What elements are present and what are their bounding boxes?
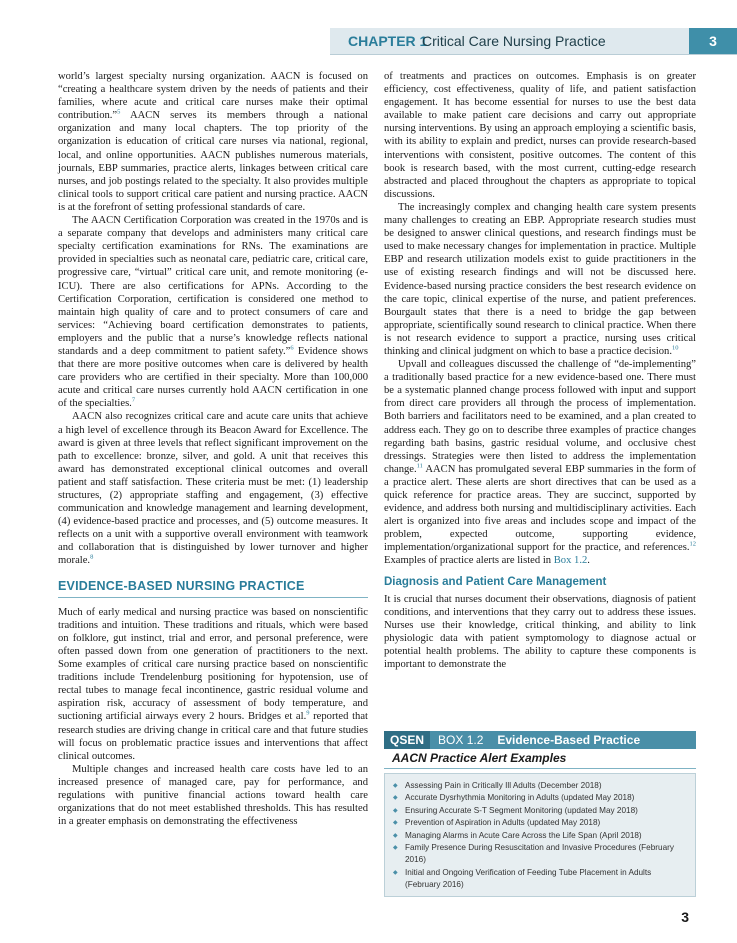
qsen-box (384, 731, 696, 897)
box-label: Evidence-Based Practice (497, 733, 641, 747)
paragraph: world’s largest specialty nursing organization. AACN is focused on “creating a healthcare system driven by the needs of patients and their families, where acute and critical care nurses make their optimal contribution.”$^5$ AACN serves its members through a national organization and many local chapters. The top priority of the organization is education of critical care nurses via national, regional, local, and online opportunities. AACN publishes numerous materials, journals, EBP summaries, practice alerts, linkages between critical care nurses, and job postings related to the specialty. It also provides multiple clinical tools to support critical care patient and nursing practice. AACN is at the forefront of setting professional standards of care. (58, 71, 368, 213)
subsection-heading: Diagnosis and Patient Care Management (384, 575, 607, 588)
heading-rule (58, 597, 368, 598)
paragraph: The increasingly complex and changing health care system presents many challenges to creating an EBP. Appropriate research studies must be designed to answer clinical questions, and research findings must be used to make necessary changes for implementation in practice. Multiple EBP and research utilization models exist to guide practitioners in the use of existing research findings and will not be discussed here. Evidence-based nursing practice considers the best research evidence on the care topic, clinical expertise of the nurse, and patient preferences. Bourgault states that there is a need to bridge the gap between appropriate, scientifically sound research to clinical practice. When there is not research evidence to support a practice, nursing uses critical thinking and clinical judgment on which to base a practice decision.$^{10}$ (384, 201, 696, 357)
paragraph: It is crucial that nurses document their observations, diagnosis of patient conditions, and interventions that they carry out to address these issues. Nurses use their knowledge, critical thinking, and ability to link physiologic data with patient symptomology to diagnose actual or potential health problems. The ability to capture these components is important to demonstrate the (384, 593, 696, 671)
qsen-tag: QSEN (384, 731, 430, 749)
right-column (384, 70, 696, 671)
list-item: ◆ Accurate Dysrhythmia Monitoring in Adults (updated May 2018) (393, 792, 687, 804)
reference-link[interactable]: 8 (90, 553, 94, 561)
box-title: AACN Practice Alert Examples (384, 749, 696, 769)
box-number: BOX 1.2 (438, 733, 484, 747)
chapter-title: Critical Care Nursing Practice (422, 33, 606, 49)
list-item: ◆ Prevention of Aspiration in Adults (updated May 2018) (393, 817, 687, 829)
paragraph: Multiple changes and increased health care costs have led to an increased presence of managed care, pay for performance, and regulations with punitive financial actions toward health care organizations that do not meet established thresholds. This has resulted in a greater emphasis on demonstrating the effectiveness (58, 763, 368, 828)
list-item: ◆ Ensuring Accurate S-T Segment Monitoring (updated May 2018) (393, 805, 687, 817)
box-header-bar (384, 731, 696, 749)
paragraph: Much of early medical and nursing practice was based on nonscientific traditions and intuition. These traditions and rituals, which were based on folklore, gut instinct, trial and error, and personal preference, were often passed down from one generation of practitioners to the next. Some examples of critical care nursing practice based on nonscientific traditions include Trendelenburg positioning for hypotension, use of rectal tubes to manage fecal incontinence, gastric residual volume and aspiration risk, accuracy of assessment of body temperature, and suctioning artificial airways every 2 hours. Bridges et al.$^9$ reported that research studies are driving change in critical care and that future studies will focus on problematic practice issues and interventions that affect clinical outcomes. (58, 606, 368, 762)
page-number: 3 (681, 909, 689, 925)
reference-link[interactable]: 7 (131, 396, 136, 404)
reference-link[interactable]: 6 (290, 344, 294, 352)
paragraph: AACN also recognizes critical care and acute care units that achieve a high level of excellence through its Beacon Award for Excellence. The award is given at three levels that reflect significant improvement on the path to excellence: bronze, silver, and gold. A unit that receives this award has demonstrated exceptional clinical outcomes and overall patient and staff satisfaction. These criteria must be met: (1) leadership structures, (2) appropriate staffing and engagement, (3) effective communication and knowledge management and learning development, (4) evidence-based practice and processes, and (5) outcome measures. It reflects on a unit with a supportive overall environment with teamwork and collaboration that is distinguished by lower turnover and higher morale.$^8$ (58, 411, 368, 567)
practice-alert-list (384, 773, 696, 897)
paragraph: Upvall and colleagues discussed the challenge of “de-implementing” a traditionally based practice for a new evidence-based one. There must be a systematic planned change process followed with input and support from direct care providers all through the process of implementation. Both barriers and facilitators need to be examined, and a plan created to address each. They go on to describe three examples of practice changes regarding bath basins, gastric residual volume, and occlusive chest dressings. Strategies were then listed to address the implementation change.$^{11}$ AACN has promulgated several EBP summaries in the form of a practice alert. These alerts are short directives that can be used as a quick reference for practice areas. They are succinct, supported by evidence, and address both nursing and multidisciplinary activities. Each alert is organized into five areas and includes scope and impact of the problem, expected outcome, supporting evidence, implementation/organizational support for the practice, and references.$^{12}$ Examples of practice alerts are listed in Box 1.2. (384, 359, 696, 567)
reference-link[interactable]: 10 (672, 344, 679, 352)
chapter-label: CHAPTER 1 (348, 33, 428, 49)
paragraph: of treatments and practices on outcomes. Emphasis is on greater efficiency, cost effectiveness, quality of life, and patient satisfaction engagement. It has become essential for nurses to use the best data available to make patient care decisions and carry out appropriate nursing interventions. By using an approach employing a scientific basis, with its ability to explain and predict, nurses can provide research-based interventions with consistent, positive outcomes. The content of this book is research based, with the most current, cutting-edge research abstracted and placed throughout the chapters as appropriate to topical discussions. (384, 71, 696, 200)
section-heading: EVIDENCE-BASED NURSING PRACTICE (58, 578, 305, 593)
reference-link[interactable]: 9 (306, 709, 310, 717)
paragraph: The AACN Certification Corporation was created in the 1970s and is a separate company that develops and administers many critical care specialty certification examinations for RNs. The examinations are provided in specialties such as neonatal care, pediatric care, critical care, progressive care, “virtual” critical care unit, and remote monitoring (e-ICU). There are also certifications for APNs. According to the Certification Corporation, certification is considered one method to maintain high quality of care and to protect consumers of care and services: “Achieving board certification demonstrates to patients, employers and the public that a nurse’s knowledge reflects national standards and a deep commitment to patient safety.”$^6$ Evidence shows that there are more positive outcomes when care is delivered by health care providers who are certified in their specialty. More than 100,000 acute and critical care nurses currently hold AACN certification in one of the specialties.$^7$ (58, 215, 368, 410)
header-page-number: 3 (689, 28, 737, 54)
list-item: ◆ Initial and Ongoing Verification of Feeding Tube Placement in Adults (February 2016) (393, 867, 687, 892)
list-item: ◆ Assessing Pain in Critically Ill Adults (December 2018) (393, 780, 687, 792)
reference-link[interactable]: 11 (416, 462, 423, 470)
reference-link[interactable]: 12 (689, 540, 696, 548)
box-reference-link[interactable]: Box 1.2 (553, 555, 588, 567)
left-column (58, 70, 368, 828)
list-item: ◆ Managing Alarms in Acute Care Across the Life Span (April 2018) (393, 830, 687, 842)
reference-link[interactable]: 5 (117, 108, 121, 116)
list-item: ◆ Family Presence During Resuscitation and Invasive Procedures (February 2016) (393, 842, 687, 867)
running-header (330, 28, 737, 55)
